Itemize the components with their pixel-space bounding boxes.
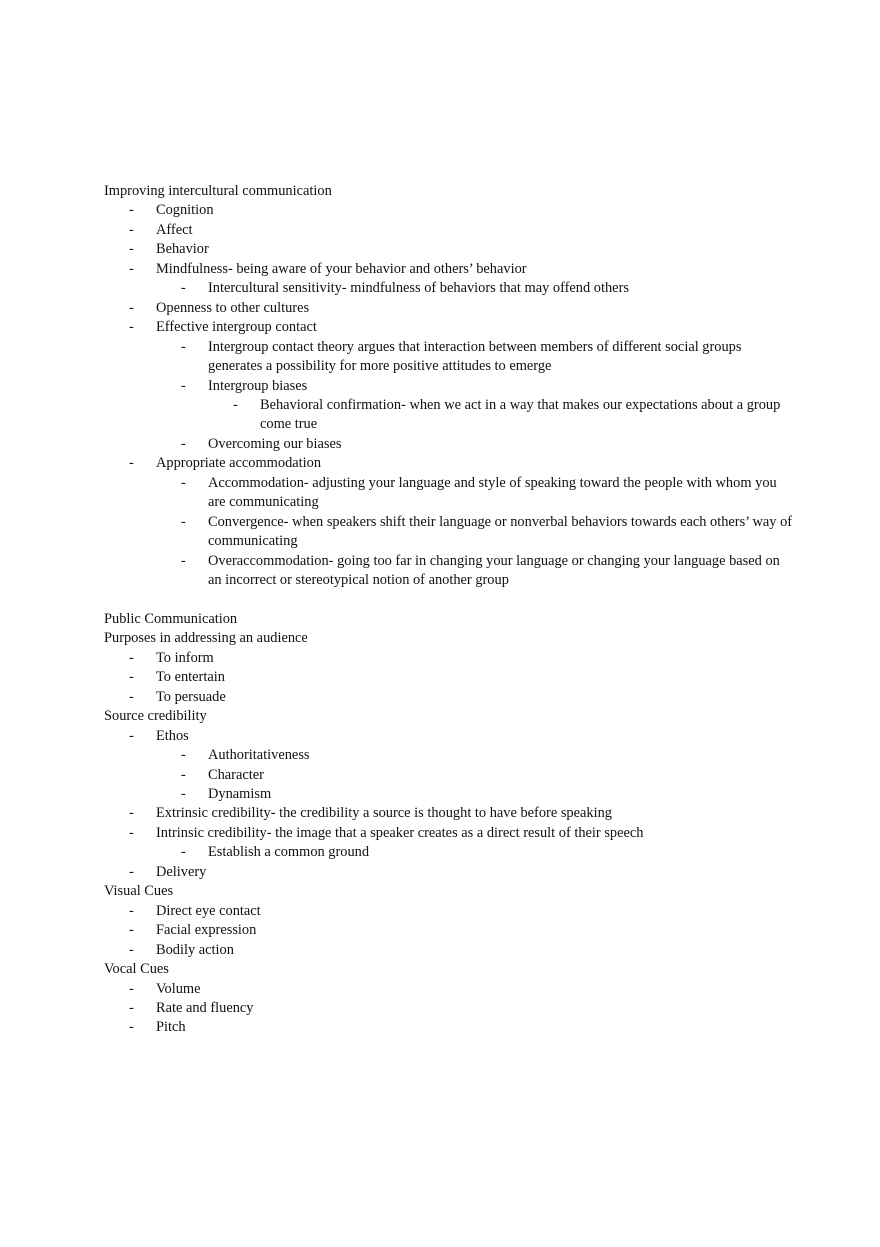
list-item	[104, 999, 794, 1018]
list-item-text: Bodily action	[156, 941, 234, 958]
list-item-text: Dynamism	[208, 786, 272, 803]
list-item	[104, 785, 794, 804]
list-item	[104, 649, 794, 668]
list-item	[104, 279, 794, 298]
list-item	[104, 824, 794, 843]
bullet-dash: -	[181, 280, 186, 297]
bullet-dash: -	[181, 474, 186, 491]
list-item	[104, 688, 794, 707]
bullet-dash: -	[181, 747, 186, 764]
list-item-text: Convergence- when speakers shift their language or nonverbal behaviors towards each others’ way of communicating	[208, 513, 793, 550]
list-item	[104, 804, 794, 823]
bullet-dash: -	[129, 299, 134, 316]
list-item	[104, 863, 794, 882]
section-heading-intercultural: Improving intercultural communication	[104, 183, 332, 199]
list-item	[104, 201, 794, 220]
bullet-dash: -	[129, 221, 134, 238]
list-item	[104, 435, 794, 454]
list-item	[104, 221, 794, 240]
list-item-text: To persuade	[156, 688, 226, 705]
list-item	[104, 338, 794, 377]
bullet-dash: -	[129, 980, 134, 997]
list-item-text: Rate and fluency	[156, 1000, 254, 1017]
list-item	[104, 396, 794, 435]
list-item	[104, 240, 794, 259]
bullet-dash: -	[129, 669, 134, 686]
subheading-visual-cues: Visual Cues	[104, 883, 174, 900]
list-item-text: Mindfulness- being aware of your behavior and others’ behavior	[156, 260, 527, 277]
bullet-dash: -	[129, 824, 134, 841]
bullet-dash: -	[129, 455, 134, 472]
section-heading-public-communication: Public Communication	[104, 610, 238, 627]
list-item-text: Behavioral confirmation- when we act in a way that makes our expectations about a group come true	[260, 396, 781, 433]
list-item-text: Behavior	[156, 241, 209, 258]
list-item-text: Intergroup biases	[208, 377, 308, 394]
bullet-dash: -	[181, 552, 186, 569]
list-item-text: Ethos	[156, 727, 189, 744]
list-item	[104, 727, 794, 746]
list-item-text: Cognition	[156, 202, 214, 219]
list-item	[104, 766, 794, 785]
bullet-dash: -	[233, 396, 238, 413]
bullet-dash: -	[129, 922, 134, 939]
list-item-text: To entertain	[156, 669, 225, 686]
bullet-dash: -	[129, 1019, 134, 1036]
bullet-dash: -	[129, 260, 134, 277]
paragraph-spacer	[104, 591, 794, 610]
list-item	[104, 921, 794, 940]
list-item	[104, 260, 794, 279]
list-item	[104, 513, 794, 552]
list-item-text: Affect	[156, 221, 193, 238]
bullet-dash: -	[181, 435, 186, 452]
list-item	[104, 377, 794, 396]
list-item	[104, 668, 794, 687]
bullet-dash: -	[129, 902, 134, 919]
bullet-dash: -	[129, 319, 134, 336]
list-item-text: Facial expression	[156, 922, 257, 939]
list-item-text: Character	[208, 766, 264, 783]
bullet-dash: -	[129, 649, 134, 666]
list-item-text: Intercultural sensitivity- mindfulness of behaviors that may offend others	[208, 280, 629, 297]
list-item-text: Intergroup contact theory argues that interaction between members of different social groups generates a possibility for more positive attitudes to emerge	[208, 338, 742, 375]
subheading-purposes: Purposes in addressing an audience	[104, 630, 308, 647]
bullet-dash: -	[181, 844, 186, 861]
list-item	[104, 299, 794, 318]
subheading-vocal-cues: Vocal Cues	[104, 961, 169, 978]
bullet-dash: -	[129, 241, 134, 258]
list-item-text: Appropriate accommodation	[156, 455, 322, 472]
bullet-dash: -	[181, 338, 186, 355]
subheading-source-credibility: Source credibility	[104, 708, 207, 725]
list-item-text: To inform	[156, 649, 214, 666]
list-item-text: Volume	[156, 980, 201, 997]
list-item-text: Delivery	[156, 863, 207, 880]
list-item-text: Openness to other cultures	[156, 299, 310, 316]
bullet-dash: -	[129, 805, 134, 822]
list-item-text: Pitch	[156, 1019, 186, 1036]
bullet-dash: -	[129, 727, 134, 744]
list-item	[104, 552, 794, 591]
list-item	[104, 1018, 794, 1037]
list-item-text: Effective intergroup contact	[156, 319, 317, 336]
bullet-dash: -	[129, 941, 134, 958]
list-item	[104, 474, 794, 513]
list-item	[104, 318, 794, 337]
list-item-text: Intrinsic credibility- the image that a speaker creates as a direct result of their speech	[156, 824, 644, 841]
notes-body	[104, 182, 794, 1038]
bullet-dash: -	[129, 1000, 134, 1017]
bullet-dash: -	[181, 766, 186, 783]
list-item	[104, 454, 794, 473]
bullet-dash: -	[181, 786, 186, 803]
list-item-text: Overcoming our biases	[208, 435, 342, 452]
list-item-text: Direct eye contact	[156, 902, 261, 919]
list-item	[104, 902, 794, 921]
bullet-dash: -	[129, 202, 134, 219]
bullet-dash: -	[129, 863, 134, 880]
bullet-dash: -	[129, 688, 134, 705]
list-item	[104, 746, 794, 765]
list-item-text: Accommodation- adjusting your language and style of speaking toward the people with whom you are communicating	[208, 474, 777, 511]
bullet-dash: -	[181, 513, 186, 530]
list-item	[104, 843, 794, 862]
list-item-text: Authoritativeness	[208, 747, 310, 764]
list-item-text: Extrinsic credibility- the credibility a source is thought to have before speaking	[156, 805, 612, 822]
list-item-text: Establish a common ground	[208, 844, 370, 861]
bullet-dash: -	[181, 377, 186, 394]
list-item-text: Overaccommodation- going too far in changing your language or changing your language based on an incorrect or stereotypical notion of another group	[208, 552, 780, 589]
list-item	[104, 941, 794, 960]
list-item	[104, 980, 794, 999]
